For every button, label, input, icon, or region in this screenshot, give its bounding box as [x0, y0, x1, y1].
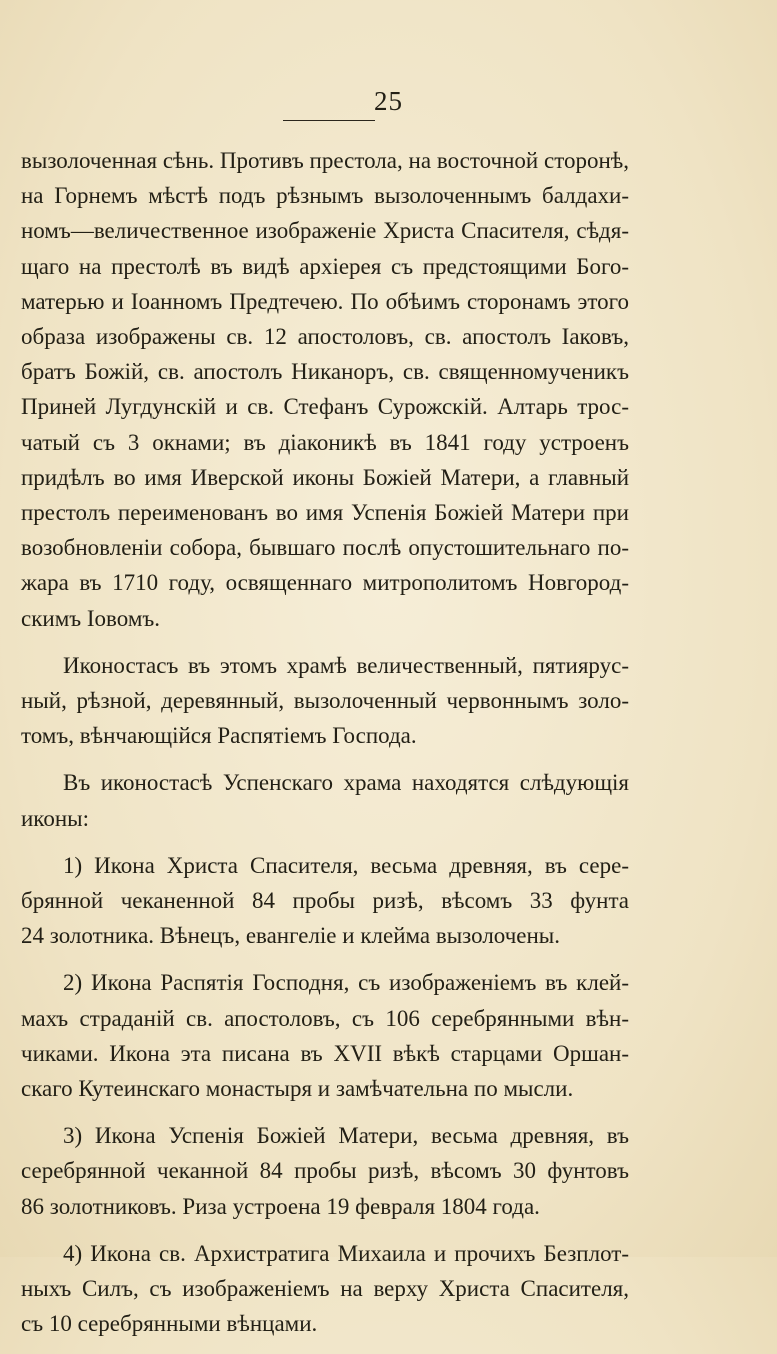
text-line: 86 золотниковъ. Риза устроена 19 февраля 1804 года. — [21, 1193, 540, 1219]
text-line: съ 10 серебрянными вѣнцами. — [21, 1311, 318, 1337]
text-line: придѣлъ во имя Иверской иконы Божіей Матери, а главный — [21, 464, 629, 490]
text-line: ный, рѣзной, деревянный, вызолоченный червоннымъ золо- — [21, 688, 629, 714]
text-line: 2) Икона Распятія Господня, съ изображеніемъ въ клей- — [63, 970, 629, 996]
text-line: на Горнемъ мѣстѣ подъ рѣзнымъ вызолоченнымъ балдахи- — [21, 183, 629, 209]
text-line: Приней Лугдунскій и св. Стефанъ Сурожскій. Алтарь трос- — [21, 394, 629, 420]
text-line: брянной чеканенной 84 пробы ризѣ, вѣсомъ 33 фунта — [21, 888, 629, 914]
text-block — [21, 143, 629, 1354]
list-item-1 — [21, 848, 629, 954]
list-item-3 — [21, 1118, 629, 1224]
text-line: вызолоченная сѣнь. Противъ престола, на восточной сторонѣ, — [21, 148, 629, 173]
text-line: матерью и Іоанномъ Предтечею. По обѣимъ сторонамъ этого — [21, 288, 629, 314]
text-line: чатый съ 3 окнами; въ діаконикѣ въ 1841 году устроенъ — [21, 429, 629, 455]
paragraph-icons-intro — [21, 765, 629, 835]
text-line: Иконостасъ въ этомъ храмѣ величественный, пятиярус- — [63, 652, 629, 678]
text-line: иконы: — [21, 805, 89, 831]
text-line: 1) Икона Христа Спасителя, весьма древняя, въ сере- — [63, 852, 629, 878]
text-line: 3) Икона Успенія Божіей Матери, весьма древняя, въ — [63, 1123, 629, 1149]
paragraph-altar — [21, 143, 629, 636]
list-item-2 — [21, 965, 629, 1106]
text-line: скимъ Іовомъ. — [21, 605, 161, 631]
text-line: ныхъ Силъ, съ изображеніемъ на верху Христа Спасителя, — [21, 1276, 629, 1302]
text-line: возобновленіи собора, бывшаго послѣ опустошительнаго по- — [21, 535, 629, 561]
text-line: 24 золотника. Вѣнецъ, евангеліе и клейма вызолочены. — [21, 923, 560, 949]
text-line: махъ страданій св. апостоловъ, съ 106 серебрянными вѣн- — [21, 1005, 629, 1031]
text-line: 4) Икона св. Архистратига Михаила и прочихъ Безплот- — [63, 1240, 629, 1266]
text-line: братъ Божій, св. апостолъ Никаноръ, св. священномученикъ — [21, 359, 629, 385]
text-line: престолъ переименованъ во имя Успенія Божіей Матери при — [21, 500, 629, 526]
text-line: номъ—величественное изображеніе Христа Спасителя, сѣдя- — [21, 218, 629, 244]
text-line: образа изображены св. 12 апостоловъ, св. апостолъ Іаковъ, — [21, 324, 629, 350]
text-line: серебрянной чеканной 84 пробы ризѣ, вѣсомъ 30 фунтовъ — [21, 1158, 629, 1184]
list-item-4 — [21, 1236, 629, 1342]
text-line: щаго на престолѣ въ видѣ архіерея съ предстоящими Бого- — [21, 253, 629, 279]
text-line: томъ, вѣнчающійся Распятіемъ Господа. — [21, 723, 417, 749]
paragraph-iconostasis — [21, 648, 629, 754]
text-line: Въ иконостасѣ Успенскаго храма находятся слѣдующія — [63, 770, 629, 796]
text-line: скаго Кутеинскаго монастыря и замѣчательна по мысли. — [21, 1076, 574, 1102]
text-line: чиками. Икона эта писана въ XVII вѣкѣ старцами Оршан- — [21, 1040, 629, 1066]
page-number: 25 — [374, 86, 403, 116]
text-line: жара въ 1710 году, освященнаго митрополитомъ Новгород- — [21, 570, 629, 596]
page-number-rule — [283, 120, 375, 121]
